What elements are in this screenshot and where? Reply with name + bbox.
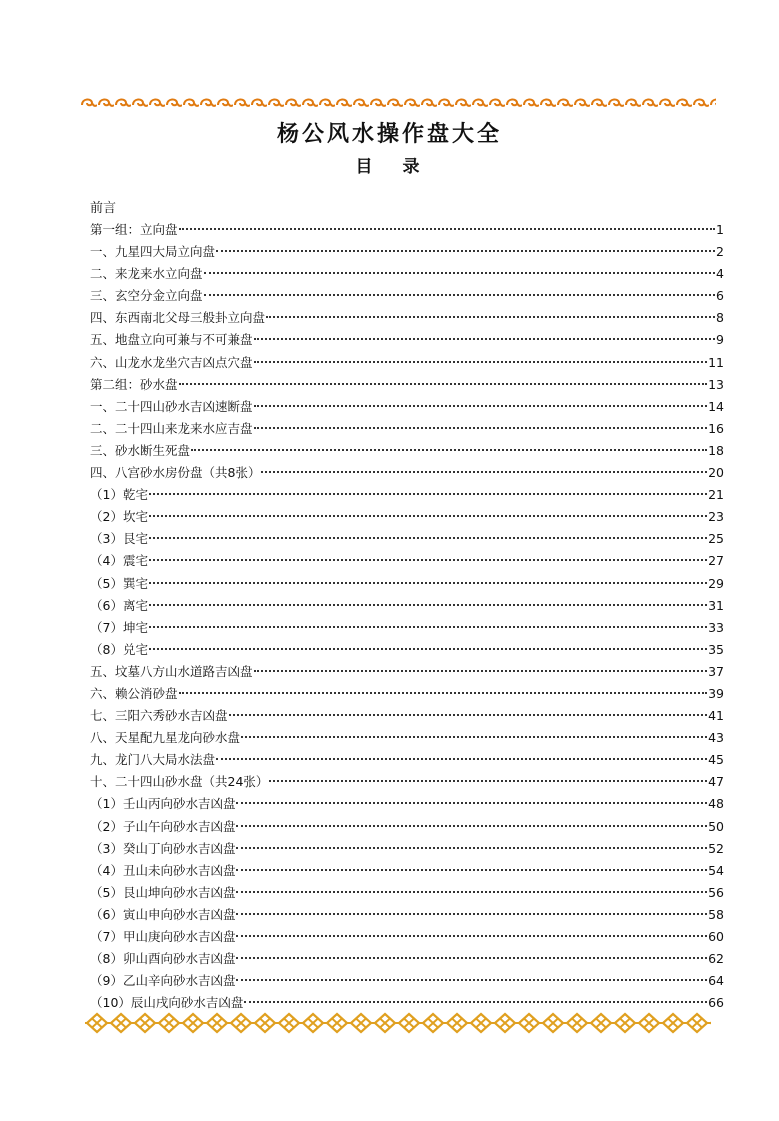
toc-entry-label: （6）离宅 <box>90 597 148 613</box>
toc-entry <box>90 440 724 462</box>
bottom-decorative-border <box>85 1012 711 1034</box>
toc-entry-label: （4）震宅 <box>90 553 148 569</box>
toc-leader-dots <box>236 979 707 981</box>
toc-entry <box>90 462 724 484</box>
toc-entry-page: 45 <box>708 752 724 768</box>
book-title: 杨公风水操作盘大全 <box>276 122 502 147</box>
toc-leader-dots <box>236 802 707 804</box>
toc-entry <box>90 816 724 838</box>
table-of-contents <box>90 219 724 1014</box>
toc-entry-label: 六、赖公消砂盘 <box>90 685 178 701</box>
toc-leader-dots <box>179 228 716 230</box>
toc-leader-dots <box>236 847 707 849</box>
toc-entry-label: 第一组：立向盘 <box>90 222 178 237</box>
toc-leader-dots <box>254 670 708 672</box>
toc-entry-label: （2）子山午向砂水吉凶盘 <box>90 818 236 834</box>
toc-entry-page: 4 <box>716 266 724 282</box>
toc-leader-dots <box>236 957 707 959</box>
toc-entry <box>90 705 724 727</box>
toc-entry-page: 48 <box>708 796 724 812</box>
toc-entry <box>90 661 724 683</box>
toc-leader-dots <box>254 405 708 407</box>
toc-entry-page: 21 <box>708 487 724 503</box>
toc-leader-dots <box>191 449 707 451</box>
toc-entry <box>90 904 724 926</box>
toc-entry <box>90 550 724 572</box>
toc-entry-page: 66 <box>708 995 724 1011</box>
toc-entry <box>90 219 724 241</box>
toc-entry-label: （9）乙山辛向砂水吉凶盘 <box>90 973 236 989</box>
toc-entry-label: 一、二十四山砂水吉凶速断盘 <box>90 398 253 414</box>
toc-entry-page: 43 <box>708 730 724 746</box>
toc-entry-page: 2 <box>716 244 724 260</box>
toc-entry-page: 18 <box>708 442 724 458</box>
toc-entry-page: 60 <box>708 929 724 944</box>
toc-entry <box>90 374 724 396</box>
toc-entry-page: 64 <box>708 973 724 989</box>
toc-entry-page: 39 <box>708 685 724 701</box>
toc-entry-label: （1）乾宅 <box>90 487 148 503</box>
toc-entry <box>90 683 724 705</box>
toc-entry-page: 47 <box>708 774 724 790</box>
toc-entry-page: 50 <box>708 818 724 834</box>
toc-entry-label: 六、山龙水龙坐穴吉凶点穴盘 <box>90 354 253 370</box>
toc-entry-page: 23 <box>708 509 724 525</box>
toc-entry-page: 6 <box>716 288 724 304</box>
toc-entry-label: 十、二十四山砂水盘（共24张） <box>90 774 269 790</box>
toc-leader-dots <box>179 692 708 694</box>
toc-entry-page: 1 <box>716 222 724 237</box>
toc-entry-page: 56 <box>708 884 724 900</box>
toc-entry-page: 8 <box>716 310 724 326</box>
toc-entry-label: （3）癸山丁向砂水吉凶盘 <box>90 840 236 856</box>
toc-leader-dots <box>236 935 707 937</box>
toc-entry <box>90 506 724 528</box>
toc-entry-label: （8）卯山酉向砂水吉凶盘 <box>90 951 236 967</box>
toc-entry <box>90 727 724 749</box>
toc-entry <box>90 749 724 771</box>
toc-leader-dots <box>236 891 707 893</box>
toc-leader-dots <box>149 582 707 584</box>
toc-entry-page: 62 <box>708 951 724 967</box>
toc-entry <box>90 860 724 882</box>
toc-entry <box>90 793 724 815</box>
toc-entry-label: （3）艮宅 <box>90 531 148 547</box>
toc-entry-page: 31 <box>708 597 724 613</box>
toc-entry-label: 五、地盘立向可兼与不可兼盘 <box>90 332 253 348</box>
toc-leader-dots <box>244 1001 707 1003</box>
toc-leader-dots <box>261 471 707 473</box>
toc-leader-dots <box>216 758 707 760</box>
toc-entry <box>90 307 724 329</box>
toc-leader-dots <box>266 316 715 318</box>
toc-entry-page: 58 <box>708 906 724 922</box>
toc-leader-dots <box>254 361 708 363</box>
toc-entry <box>90 771 724 793</box>
toc-entry-label: 八、天星配九星龙向砂水盘 <box>90 730 241 746</box>
toc-entry <box>90 484 724 506</box>
toc-entry-label: （4）丑山未向砂水吉凶盘 <box>90 862 236 878</box>
toc-leader-dots <box>179 383 708 385</box>
toc-entry <box>90 838 724 860</box>
toc-entry-label: （2）坎宅 <box>90 509 148 525</box>
toc-entry-page: 33 <box>708 619 724 635</box>
toc-entry-label: （1）壬山丙向砂水吉凶盘 <box>90 796 236 812</box>
toc-entry-label: 三、玄空分金立向盘 <box>90 288 203 304</box>
toc-entry-label: （8）兑宅 <box>90 641 148 657</box>
toc-entry <box>90 241 724 263</box>
toc-entry-page: 29 <box>708 575 724 591</box>
toc-entry-page: 16 <box>708 420 724 436</box>
toc-entry-page: 27 <box>708 553 724 569</box>
toc-leader-dots <box>149 493 707 495</box>
toc-entry <box>90 639 724 661</box>
toc-entry <box>90 528 724 550</box>
toc-entry-label: （7）坤宅 <box>90 619 148 635</box>
toc-entry-page: 13 <box>708 376 724 392</box>
toc-entry <box>90 396 724 418</box>
toc-entry-label: 九、龙门八大局水法盘 <box>90 752 216 768</box>
toc-entry-label: 二、来龙来水立向盘 <box>90 266 203 282</box>
toc-leader-dots <box>236 913 707 915</box>
toc-entry-page: 52 <box>708 840 724 856</box>
toc-leader-dots <box>149 604 707 606</box>
toc-entry-label: （10）辰山戌向砂水吉凶盘 <box>90 995 244 1011</box>
toc-entry-page: 11 <box>708 354 724 370</box>
toc-entry-label: （6）寅山申向砂水吉凶盘 <box>90 906 236 922</box>
toc-entry-label: 第二组：砂水盘 <box>90 376 178 392</box>
toc-entry <box>90 573 724 595</box>
toc-entry-page: 20 <box>708 465 724 481</box>
toc-leader-dots <box>236 869 707 871</box>
toc-entry-page: 37 <box>708 663 724 679</box>
toc-entry <box>90 285 724 307</box>
toc-entry <box>90 970 724 992</box>
toc-entry <box>90 329 724 351</box>
toc-entry <box>90 352 724 374</box>
toc-leader-dots <box>204 272 716 274</box>
toc-entry <box>90 882 724 904</box>
toc-entry-label: 二、二十四山来龙来水应吉盘 <box>90 420 253 436</box>
toc-leader-dots <box>254 338 716 340</box>
toc-leader-dots <box>149 626 707 628</box>
toc-leader-dots <box>149 537 707 539</box>
toc-entry-label: （5）巽宅 <box>90 575 148 591</box>
toc-leader-dots <box>241 736 707 738</box>
contents-heading: 目录 <box>355 157 450 177</box>
toc-entry-label: 三、砂水断生死盘 <box>90 442 191 458</box>
toc-entry-label: （7）甲山庚向砂水吉凶盘 <box>90 929 236 944</box>
toc-leader-dots <box>254 427 708 429</box>
toc-leader-dots <box>204 294 716 296</box>
toc-entry-page: 54 <box>708 862 724 878</box>
toc-leader-dots <box>216 250 715 252</box>
toc-entry-label: （5）艮山坤向砂水吉凶盘 <box>90 884 236 900</box>
toc-entry-label: 七、三阳六秀砂水吉凶盘 <box>90 708 228 724</box>
toc-entry-label: 五、坟墓八方山水道路吉凶盘 <box>90 663 253 679</box>
toc-entry-page: 14 <box>708 398 724 414</box>
toc-entry-label: 四、东西南北父母三般卦立向盘 <box>90 310 266 326</box>
toc-leader-dots <box>229 714 708 716</box>
toc-entry <box>90 617 724 639</box>
toc-entry <box>90 595 724 617</box>
toc-leader-dots <box>236 825 707 827</box>
toc-entry-page: 35 <box>708 641 724 657</box>
toc-entry-label: 一、九星四大局立向盘 <box>90 244 216 260</box>
toc-entry-page: 9 <box>716 332 724 348</box>
toc-leader-dots <box>149 515 707 517</box>
toc-entry-page: 41 <box>708 708 724 724</box>
toc-entry <box>90 263 724 285</box>
toc-entry <box>90 948 724 970</box>
toc-leader-dots <box>149 559 707 561</box>
toc-entry-page: 25 <box>708 531 724 547</box>
toc-entry-label: 四、八宫砂水房份盘（共8张） <box>90 465 261 481</box>
top-decorative-border <box>80 95 716 109</box>
toc-entry <box>90 418 724 440</box>
toc-leader-dots <box>149 648 707 650</box>
preface-entry: 前言 <box>90 201 117 216</box>
toc-leader-dots <box>269 780 707 782</box>
toc-entry <box>90 926 724 948</box>
